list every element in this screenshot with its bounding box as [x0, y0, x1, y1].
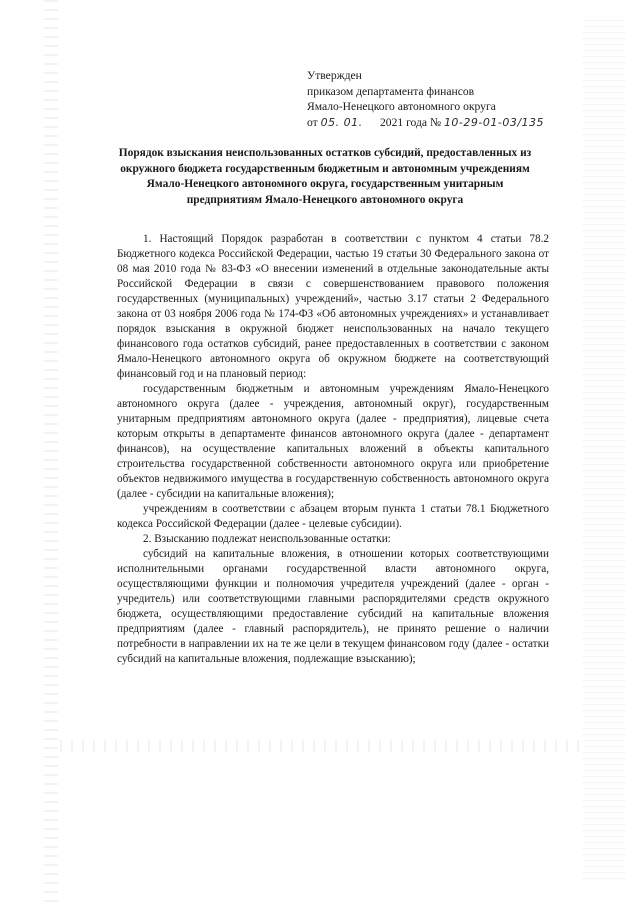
document-body: [117, 232, 549, 667]
approval-line-1: Утвержден: [307, 69, 362, 82]
paragraph-4: 2. Взысканию подлежат неиспользованные остатки:: [143, 533, 391, 545]
document-title: Порядок взыскания неиспользованных остатков субсидий, предоставленных из окружного бюджета государственным бюджетным и автономным учреждениям Ямало-Ненецкого автономного округа, государственным унитарным предприятиям Ямало-Ненецкого автономного округа: [118, 147, 532, 206]
approval-line-2: приказом департамента финансов: [307, 84, 475, 98]
year-text: 2021 года №: [380, 115, 442, 129]
paragraph-3: учреждениям в соответствии с абзацем вторым пункта 1 статьи 78.1 Бюджетного кодекса Российской Федерации (далее - целевые субсидии).: [117, 503, 549, 530]
paragraph-1: 1. Настоящий Порядок разработан в соответствии с пунктом 4 статьи 78.2 Бюджетного кодекса Российской Федерации, частью 19 статьи 30 Федерального закона от 08 мая 2010 года № 83-ФЗ «О внесении изменений в отдельные законодательные акты Российской Федерации в связи с совершенствованием правового положения государственных (муниципальных) учреждений», частью 3.17 статьи 2 Федерального закона от 03 ноября 2006 года № 174-ФЗ «Об автономных учреждениях» и устанавливает порядок взыскания в окружной бюджет неиспользованных на начало текущего финансового года остатков субсидий, ранее предоставленных в соответствии с законом Ямало-Ненецкого автономного округа об окружном бюджете на соответствующий финансовый год и на плановый период:: [117, 233, 549, 380]
approval-date-line: [307, 115, 567, 131]
scan-artifact-bottom: [60, 740, 580, 752]
scan-artifact-left: [44, 0, 58, 905]
handwritten-date: 05. 01.: [320, 115, 363, 129]
approval-stamp: [307, 68, 567, 130]
paragraph-5: субсидий на капитальные вложения, в отношении которых соответствующими исполнительными органами государственной власти автономного округа, осуществляющими функции и полномочия учредителя учреждений (далее - орган - учредитель) или соответствующими главными распорядителями средств окружного бюджета, осуществляющими предоставление субсидий на капитальные вложения предприятиям (далее - главный распорядитель), не принято решение о наличии потребности в направлении их на те же цели в текущем финансовом году (далее - остатки субсидий на капитальные вложения, подлежащие взысканию);: [117, 548, 549, 665]
approval-line-3: Ямало-Ненецкого автономного округа: [307, 100, 496, 113]
paragraph-2: государственным бюджетным и автономным учреждениям Ямало-Ненецкого автономного округа (далее - учреждения, автономный округ), государственным унитарным предприятиям автономного округа (далее - предприятия), лицевые счета которым открыты в департаменте финансов автономного округа (далее - департамент финансов), на осуществление капитальных вложений в объекты капитального строительства государственной собственности автономного округа или приобретение объектов недвижимого имущества в государственную собственность автономного округа (далее - субсидии на капитальные вложения);: [117, 383, 549, 500]
date-prefix: от: [307, 115, 318, 129]
handwritten-number: 10-29-01-03/135: [443, 115, 545, 129]
scan-artifact-right: [582, 20, 626, 880]
